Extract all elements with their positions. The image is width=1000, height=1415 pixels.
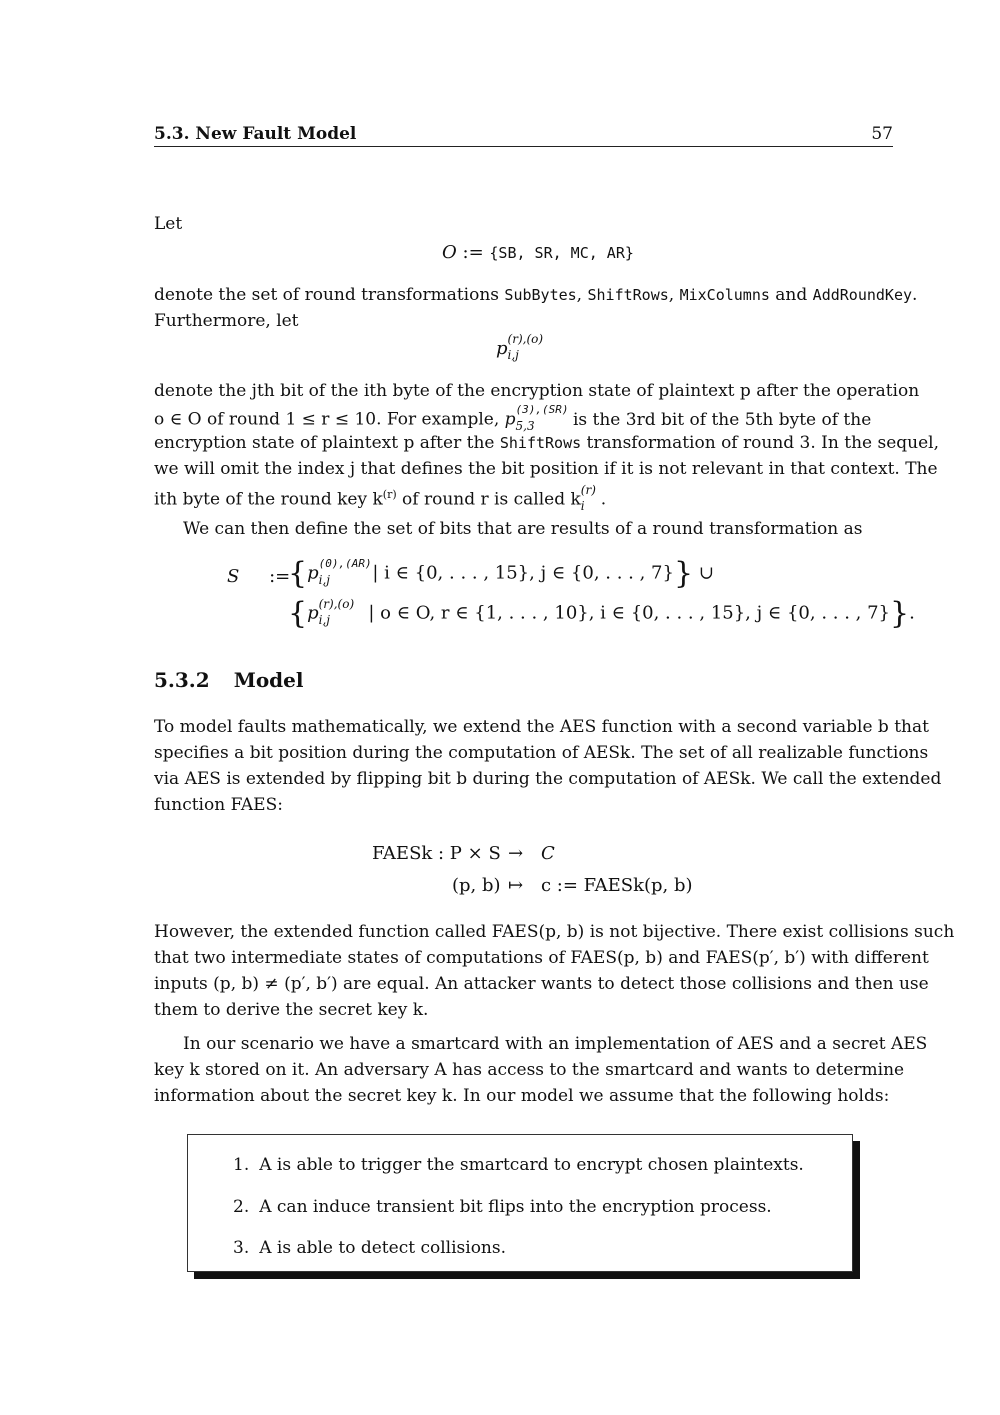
eq-p-base: p (496, 338, 508, 359)
paragraph-denote-1-line2: Furthermore, let (154, 311, 299, 331)
paragraph-however-line4: them to derive the secret key k. (154, 1000, 429, 1020)
running-header (154, 124, 893, 147)
eq-p-sup: (r),(o) (507, 332, 544, 346)
paragraph-denote-2-line1: denote the jth bit of the ith byte of the encryption state of plaintext p after the operation (154, 381, 920, 401)
text-run: ith byte of the round key k (154, 489, 383, 510)
eq-sup: (r),(o) (318, 596, 355, 611)
eq-sub: i (580, 499, 585, 513)
text-run: transformation of round 3. In the sequel, (581, 433, 940, 453)
paragraph-scenario-line1: In our scenario we have a smartcard with an implementation of AES and a secret AES (183, 1034, 928, 1054)
paragraph-define: We can then define the set of bits that are results of a round transformation as (183, 519, 863, 539)
text-run: , (668, 285, 680, 305)
eq-sub: i,j (318, 612, 330, 627)
eq-sub: 5,3 (515, 419, 535, 433)
eq-S-lhs: S (227, 566, 240, 587)
assumptions-box (187, 1134, 853, 1272)
item-number: 2. (233, 1197, 250, 1217)
paragraph-model-line4: function FAES: (154, 795, 283, 815)
eq-faes-r1-arrow: → (508, 843, 524, 864)
item-number: 1. (233, 1155, 250, 1175)
section-title: 5.3. New Fault Model (154, 124, 357, 144)
paragraph-denote-2-line2 (154, 405, 893, 435)
code-shiftrows: ShiftRows (587, 286, 669, 304)
subsection-title: Model (233, 668, 304, 692)
text-run: and (769, 285, 813, 305)
paragraph-however-line1: However, the extended function called FAES(p, b) is not bijective. There exist collisions such (154, 922, 955, 942)
eq-S-row2: {p (r),(o) i,j | o ∈ O, r ∈ {1, . . . , 10}, i ∈ {0, . . . , 15}, j ∈ {0, . . . , 7}}. (288, 596, 915, 631)
eq-faes-r1-lhs: FAESk : P × S (372, 843, 501, 864)
eq-S-union: ∪ (698, 562, 714, 584)
eq-sup: (3),(SR) (515, 403, 569, 416)
item-number: 3. (233, 1238, 250, 1258)
code-addroundkey: AddRoundKey (812, 286, 913, 304)
eq-faes-r2-arrow: ↦ (508, 875, 524, 896)
paragraph-model-line1: To model faults mathematically, we extend the AES function with a second variable b that (154, 717, 929, 737)
assumption-item (233, 1197, 772, 1217)
eq-faes-r2-lhs: (p, b) (452, 875, 501, 896)
eq-faes-r1-rhs: C (541, 843, 555, 864)
eq-sup: (0),(AR) (318, 556, 372, 570)
text-run: of round r is called k (396, 489, 581, 510)
eq-p-sub: i,j (507, 348, 519, 362)
paragraph-model-line3: via AES is extended by flipping bit b during the computation of AESk. We call the extended (154, 769, 942, 789)
assumption-item (233, 1238, 506, 1258)
subsection-number: 5.3.2 (154, 668, 210, 692)
eq-sub: i,j (318, 572, 330, 587)
paragraph-however-line2: that two intermediate states of computations of FAES(p, b) and FAES(p′, b′) with different (154, 948, 929, 968)
eq-S-end: . (909, 602, 915, 624)
paragraph-however-line3: inputs (p, b) ≠ (p′, b′) are equal. An attacker wants to detect those collisions and then use (154, 974, 929, 994)
paragraph-model-line2: specifies a bit position during the computation of AESk. The set of all realizable functions (154, 743, 929, 763)
assumption-item (233, 1155, 804, 1175)
paragraph-denote-1 (154, 285, 918, 305)
code-mixcolumns: MixColumns (679, 286, 770, 304)
eq-S-assign: := (269, 566, 291, 587)
paragraph-denote-2-line4: we will omit the index j that defines the bit position if it is not relevant in that context. The (154, 459, 938, 479)
item-text: A is able to trigger the smartcard to encrypt chosen plaintexts. (259, 1155, 804, 1175)
paragraph-scenario-line2: key k stored on it. An adversary A has access to the smartcard and wants to determine (154, 1060, 905, 1080)
eq-sup: (r) (580, 483, 596, 497)
paragraph-denote-2-line5 (154, 485, 893, 515)
text-run: , (576, 285, 588, 305)
paragraph-let: Let (154, 214, 183, 234)
eq-faes-r2-rhs: c := FAESk(p, b) (541, 875, 693, 896)
text-run: . (600, 489, 607, 510)
eq-O-lhs: O (442, 242, 457, 263)
page-number: 57 (871, 124, 893, 144)
code-subbytes: SubBytes (504, 286, 577, 304)
equation-O (442, 242, 634, 263)
code-shiftrows: ShiftRows (499, 434, 582, 452)
text-run: is the 3rd bit of the 5th byte of the (567, 409, 872, 430)
text-run: . (912, 285, 918, 305)
equation-p (496, 332, 544, 368)
eq-S-row1-cond: | i ∈ {0, . . . , 15}, j ∈ {0, . . . , 7} (366, 562, 674, 584)
text-run: denote the set of round transformations (154, 285, 505, 305)
subsection-heading (154, 668, 303, 692)
eq-p-inline: p (504, 409, 516, 430)
eq-S-row1: {p (0),(AR) i,j | i ∈ {0, . . . , 15}, j ∈ {0, . . . , 7}} ∪ (288, 556, 714, 591)
eq-O-assign: := (462, 242, 484, 263)
eq-sup: (r) (382, 487, 397, 501)
item-text: A can induce transient bit flips into the encryption process. (259, 1197, 772, 1217)
text-run: encryption state of plaintext p after the (154, 433, 500, 453)
eq-O-set: {SB, SR, MC, AR} (489, 244, 634, 262)
paragraph-scenario-line3: information about the secret key k. In our model we assume that the following holds: (154, 1086, 890, 1106)
item-text: A is able to detect collisions. (259, 1238, 506, 1258)
eq-S-row2-cond: | o ∈ O, r ∈ {1, . . . , 10}, i ∈ {0, . . . , 15}, j ∈ {0, . . . , 7} (362, 602, 890, 624)
paragraph-denote-2-line3 (154, 433, 940, 453)
text-run: o ∈ O of round 1 ≤ r ≤ 10. For example, (154, 409, 505, 430)
